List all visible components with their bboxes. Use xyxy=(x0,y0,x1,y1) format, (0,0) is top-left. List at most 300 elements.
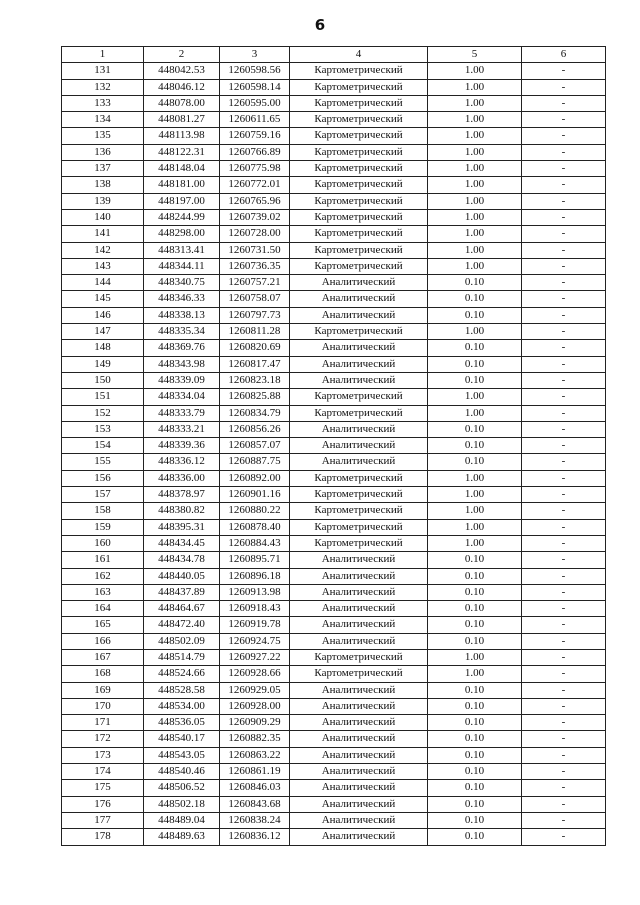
header-cell-2: 2 xyxy=(144,47,220,63)
method-cell: Картометрический xyxy=(290,209,428,225)
note-cell: - xyxy=(522,95,606,111)
method-cell: Аналитический xyxy=(290,275,428,291)
accuracy-cell: 1.00 xyxy=(428,535,522,551)
table-row xyxy=(62,519,606,535)
point-number-cell: 136 xyxy=(62,144,144,160)
point-number-cell: 174 xyxy=(62,764,144,780)
accuracy-cell: 1.00 xyxy=(428,161,522,177)
accuracy-cell: 1.00 xyxy=(428,226,522,242)
note-cell: - xyxy=(522,340,606,356)
table-row xyxy=(62,275,606,291)
method-cell: Аналитический xyxy=(290,584,428,600)
accuracy-cell: 0.10 xyxy=(428,764,522,780)
note-cell: - xyxy=(522,633,606,649)
point-number-cell: 173 xyxy=(62,747,144,763)
note-cell: - xyxy=(522,601,606,617)
x-coordinate-cell: 448081.27 xyxy=(144,112,220,128)
accuracy-cell: 1.00 xyxy=(428,112,522,128)
method-cell: Картометрический xyxy=(290,470,428,486)
y-coordinate-cell: 1260611.65 xyxy=(220,112,290,128)
x-coordinate-cell: 448298.00 xyxy=(144,226,220,242)
y-coordinate-cell: 1260836.12 xyxy=(220,829,290,845)
point-number-cell: 178 xyxy=(62,829,144,845)
table-row xyxy=(62,487,606,503)
y-coordinate-cell: 1260843.68 xyxy=(220,796,290,812)
accuracy-cell: 0.10 xyxy=(428,698,522,714)
method-cell: Картометрический xyxy=(290,177,428,193)
y-coordinate-cell: 1260598.14 xyxy=(220,79,290,95)
accuracy-cell: 1.00 xyxy=(428,666,522,682)
method-cell: Картометрический xyxy=(290,503,428,519)
method-cell: Аналитический xyxy=(290,796,428,812)
table-row xyxy=(62,649,606,665)
note-cell: - xyxy=(522,666,606,682)
x-coordinate-cell: 448333.21 xyxy=(144,421,220,437)
method-cell: Аналитический xyxy=(290,682,428,698)
table-row xyxy=(62,193,606,209)
page-number: 6 xyxy=(314,16,326,34)
method-cell: Аналитический xyxy=(290,829,428,845)
header-cell-3: 3 xyxy=(220,47,290,63)
y-coordinate-cell: 1260728.00 xyxy=(220,226,290,242)
accuracy-cell: 0.10 xyxy=(428,780,522,796)
y-coordinate-cell: 1260731.50 xyxy=(220,242,290,258)
table-row xyxy=(62,796,606,812)
note-cell: - xyxy=(522,649,606,665)
x-coordinate-cell: 448524.66 xyxy=(144,666,220,682)
method-cell: Картометрический xyxy=(290,649,428,665)
point-number-cell: 145 xyxy=(62,291,144,307)
x-coordinate-cell: 448344.11 xyxy=(144,258,220,274)
x-coordinate-cell: 448148.04 xyxy=(144,161,220,177)
x-coordinate-cell: 448336.00 xyxy=(144,470,220,486)
x-coordinate-cell: 448514.79 xyxy=(144,649,220,665)
table-row xyxy=(62,356,606,372)
accuracy-cell: 0.10 xyxy=(428,601,522,617)
method-cell: Картометрический xyxy=(290,519,428,535)
accuracy-cell: 0.10 xyxy=(428,438,522,454)
point-number-cell: 161 xyxy=(62,552,144,568)
x-coordinate-cell: 448334.04 xyxy=(144,389,220,405)
table-header xyxy=(62,47,606,63)
method-cell: Аналитический xyxy=(290,552,428,568)
x-coordinate-cell: 448540.17 xyxy=(144,731,220,747)
method-cell: Картометрический xyxy=(290,487,428,503)
method-cell: Аналитический xyxy=(290,698,428,714)
table-row xyxy=(62,226,606,242)
y-coordinate-cell: 1260757.21 xyxy=(220,275,290,291)
x-coordinate-cell: 448489.63 xyxy=(144,829,220,845)
table-row xyxy=(62,421,606,437)
method-cell: Аналитический xyxy=(290,568,428,584)
point-number-cell: 158 xyxy=(62,503,144,519)
point-number-cell: 159 xyxy=(62,519,144,535)
note-cell: - xyxy=(522,454,606,470)
point-number-cell: 139 xyxy=(62,193,144,209)
note-cell: - xyxy=(522,503,606,519)
point-number-cell: 132 xyxy=(62,79,144,95)
y-coordinate-cell: 1260861.19 xyxy=(220,764,290,780)
note-cell: - xyxy=(522,193,606,209)
table-row xyxy=(62,535,606,551)
table-row xyxy=(62,470,606,486)
y-coordinate-cell: 1260919.78 xyxy=(220,617,290,633)
y-coordinate-cell: 1260765.96 xyxy=(220,193,290,209)
x-coordinate-cell: 448339.09 xyxy=(144,372,220,388)
table-row xyxy=(62,682,606,698)
x-coordinate-cell: 448506.52 xyxy=(144,780,220,796)
method-cell: Аналитический xyxy=(290,747,428,763)
y-coordinate-cell: 1260797.73 xyxy=(220,307,290,323)
point-number-cell: 134 xyxy=(62,112,144,128)
y-coordinate-cell: 1260817.47 xyxy=(220,356,290,372)
table-row xyxy=(62,128,606,144)
y-coordinate-cell: 1260896.18 xyxy=(220,568,290,584)
note-cell: - xyxy=(522,552,606,568)
point-number-cell: 144 xyxy=(62,275,144,291)
point-number-cell: 138 xyxy=(62,177,144,193)
accuracy-cell: 0.10 xyxy=(428,454,522,470)
table-row xyxy=(62,177,606,193)
accuracy-cell: 0.10 xyxy=(428,747,522,763)
method-cell: Аналитический xyxy=(290,438,428,454)
method-cell: Картометрический xyxy=(290,112,428,128)
method-cell: Картометрический xyxy=(290,161,428,177)
y-coordinate-cell: 1260766.89 xyxy=(220,144,290,160)
note-cell: - xyxy=(522,535,606,551)
x-coordinate-cell: 448340.75 xyxy=(144,275,220,291)
y-coordinate-cell: 1260880.22 xyxy=(220,503,290,519)
note-cell: - xyxy=(522,829,606,845)
accuracy-cell: 1.00 xyxy=(428,405,522,421)
y-coordinate-cell: 1260811.28 xyxy=(220,324,290,340)
x-coordinate-cell: 448395.31 xyxy=(144,519,220,535)
table-row xyxy=(62,552,606,568)
table-row xyxy=(62,291,606,307)
point-number-cell: 143 xyxy=(62,258,144,274)
x-coordinate-cell: 448339.36 xyxy=(144,438,220,454)
point-number-cell: 131 xyxy=(62,63,144,79)
accuracy-cell: 1.00 xyxy=(428,128,522,144)
y-coordinate-cell: 1260913.98 xyxy=(220,584,290,600)
accuracy-cell: 0.10 xyxy=(428,275,522,291)
note-cell: - xyxy=(522,144,606,160)
note-cell: - xyxy=(522,780,606,796)
table-row xyxy=(62,747,606,763)
method-cell: Аналитический xyxy=(290,601,428,617)
x-coordinate-cell: 448489.04 xyxy=(144,812,220,828)
table-row xyxy=(62,617,606,633)
method-cell: Картометрический xyxy=(290,63,428,79)
x-coordinate-cell: 448536.05 xyxy=(144,715,220,731)
accuracy-cell: 0.10 xyxy=(428,584,522,600)
y-coordinate-cell: 1260758.07 xyxy=(220,291,290,307)
table-row xyxy=(62,161,606,177)
accuracy-cell: 0.10 xyxy=(428,307,522,323)
y-coordinate-cell: 1260882.35 xyxy=(220,731,290,747)
point-number-cell: 141 xyxy=(62,226,144,242)
table-row xyxy=(62,715,606,731)
accuracy-cell: 0.10 xyxy=(428,731,522,747)
method-cell: Картометрический xyxy=(290,324,428,340)
note-cell: - xyxy=(522,731,606,747)
point-number-cell: 164 xyxy=(62,601,144,617)
point-number-cell: 166 xyxy=(62,633,144,649)
method-cell: Картометрический xyxy=(290,258,428,274)
accuracy-cell: 1.00 xyxy=(428,519,522,535)
header-row xyxy=(62,47,606,63)
y-coordinate-cell: 1260759.16 xyxy=(220,128,290,144)
y-coordinate-cell: 1260909.29 xyxy=(220,715,290,731)
note-cell: - xyxy=(522,796,606,812)
point-number-cell: 149 xyxy=(62,356,144,372)
note-cell: - xyxy=(522,470,606,486)
note-cell: - xyxy=(522,356,606,372)
accuracy-cell: 1.00 xyxy=(428,389,522,405)
x-coordinate-cell: 448437.89 xyxy=(144,584,220,600)
note-cell: - xyxy=(522,112,606,128)
point-number-cell: 175 xyxy=(62,780,144,796)
table-row xyxy=(62,454,606,470)
x-coordinate-cell: 448338.13 xyxy=(144,307,220,323)
point-number-cell: 153 xyxy=(62,421,144,437)
accuracy-cell: 0.10 xyxy=(428,372,522,388)
table-row xyxy=(62,209,606,225)
point-number-cell: 147 xyxy=(62,324,144,340)
note-cell: - xyxy=(522,209,606,225)
accuracy-cell: 0.10 xyxy=(428,617,522,633)
accuracy-cell: 0.10 xyxy=(428,356,522,372)
header-cell-1: 1 xyxy=(62,47,144,63)
y-coordinate-cell: 1260825.88 xyxy=(220,389,290,405)
accuracy-cell: 0.10 xyxy=(428,812,522,828)
x-coordinate-cell: 448434.78 xyxy=(144,552,220,568)
point-number-cell: 155 xyxy=(62,454,144,470)
x-coordinate-cell: 448333.79 xyxy=(144,405,220,421)
point-number-cell: 150 xyxy=(62,372,144,388)
x-coordinate-cell: 448313.41 xyxy=(144,242,220,258)
table-row xyxy=(62,324,606,340)
x-coordinate-cell: 448378.97 xyxy=(144,487,220,503)
note-cell: - xyxy=(522,389,606,405)
accuracy-cell: 0.10 xyxy=(428,715,522,731)
point-number-cell: 172 xyxy=(62,731,144,747)
x-coordinate-cell: 448440.05 xyxy=(144,568,220,584)
method-cell: Аналитический xyxy=(290,617,428,633)
point-number-cell: 146 xyxy=(62,307,144,323)
y-coordinate-cell: 1260895.71 xyxy=(220,552,290,568)
y-coordinate-cell: 1260918.43 xyxy=(220,601,290,617)
point-number-cell: 140 xyxy=(62,209,144,225)
y-coordinate-cell: 1260928.66 xyxy=(220,666,290,682)
table-row xyxy=(62,764,606,780)
point-number-cell: 156 xyxy=(62,470,144,486)
accuracy-cell: 0.10 xyxy=(428,568,522,584)
method-cell: Аналитический xyxy=(290,812,428,828)
note-cell: - xyxy=(522,438,606,454)
table-row xyxy=(62,503,606,519)
y-coordinate-cell: 1260884.43 xyxy=(220,535,290,551)
method-cell: Аналитический xyxy=(290,454,428,470)
accuracy-cell: 0.10 xyxy=(428,340,522,356)
accuracy-cell: 0.10 xyxy=(428,633,522,649)
table-row xyxy=(62,666,606,682)
x-coordinate-cell: 448534.00 xyxy=(144,698,220,714)
x-coordinate-cell: 448369.76 xyxy=(144,340,220,356)
x-coordinate-cell: 448042.53 xyxy=(144,63,220,79)
y-coordinate-cell: 1260878.40 xyxy=(220,519,290,535)
point-number-cell: 169 xyxy=(62,682,144,698)
coordinates-table xyxy=(61,46,606,846)
x-coordinate-cell: 448343.98 xyxy=(144,356,220,372)
table-row xyxy=(62,112,606,128)
x-coordinate-cell: 448464.67 xyxy=(144,601,220,617)
method-cell: Картометрический xyxy=(290,79,428,95)
x-coordinate-cell: 448502.18 xyxy=(144,796,220,812)
note-cell: - xyxy=(522,421,606,437)
point-number-cell: 160 xyxy=(62,535,144,551)
method-cell: Аналитический xyxy=(290,764,428,780)
accuracy-cell: 1.00 xyxy=(428,63,522,79)
y-coordinate-cell: 1260924.75 xyxy=(220,633,290,649)
accuracy-cell: 1.00 xyxy=(428,177,522,193)
table-row xyxy=(62,829,606,845)
y-coordinate-cell: 1260929.05 xyxy=(220,682,290,698)
y-coordinate-cell: 1260820.69 xyxy=(220,340,290,356)
method-cell: Аналитический xyxy=(290,340,428,356)
x-coordinate-cell: 448181.00 xyxy=(144,177,220,193)
note-cell: - xyxy=(522,682,606,698)
point-number-cell: 163 xyxy=(62,584,144,600)
accuracy-cell: 0.10 xyxy=(428,682,522,698)
table-row xyxy=(62,372,606,388)
point-number-cell: 154 xyxy=(62,438,144,454)
point-number-cell: 142 xyxy=(62,242,144,258)
y-coordinate-cell: 1260928.00 xyxy=(220,698,290,714)
accuracy-cell: 0.10 xyxy=(428,796,522,812)
x-coordinate-cell: 448244.99 xyxy=(144,209,220,225)
point-number-cell: 167 xyxy=(62,649,144,665)
table-row xyxy=(62,63,606,79)
table-row xyxy=(62,731,606,747)
table-row xyxy=(62,780,606,796)
table-row xyxy=(62,812,606,828)
table-row xyxy=(62,698,606,714)
note-cell: - xyxy=(522,79,606,95)
x-coordinate-cell: 448540.46 xyxy=(144,764,220,780)
note-cell: - xyxy=(522,161,606,177)
x-coordinate-cell: 448543.05 xyxy=(144,747,220,763)
x-coordinate-cell: 448336.12 xyxy=(144,454,220,470)
accuracy-cell: 1.00 xyxy=(428,144,522,160)
y-coordinate-cell: 1260901.16 xyxy=(220,487,290,503)
accuracy-cell: 1.00 xyxy=(428,79,522,95)
method-cell: Картометрический xyxy=(290,405,428,421)
table-row xyxy=(62,633,606,649)
table-row xyxy=(62,258,606,274)
accuracy-cell: 1.00 xyxy=(428,503,522,519)
accuracy-cell: 1.00 xyxy=(428,324,522,340)
note-cell: - xyxy=(522,487,606,503)
point-number-cell: 133 xyxy=(62,95,144,111)
header-cell-5: 5 xyxy=(428,47,522,63)
point-number-cell: 151 xyxy=(62,389,144,405)
point-number-cell: 170 xyxy=(62,698,144,714)
method-cell: Аналитический xyxy=(290,356,428,372)
y-coordinate-cell: 1260856.26 xyxy=(220,421,290,437)
point-number-cell: 135 xyxy=(62,128,144,144)
note-cell: - xyxy=(522,715,606,731)
method-cell: Аналитический xyxy=(290,731,428,747)
x-coordinate-cell: 448122.31 xyxy=(144,144,220,160)
accuracy-cell: 0.10 xyxy=(428,829,522,845)
point-number-cell: 157 xyxy=(62,487,144,503)
note-cell: - xyxy=(522,63,606,79)
table-row xyxy=(62,584,606,600)
accuracy-cell: 1.00 xyxy=(428,258,522,274)
method-cell: Картометрический xyxy=(290,128,428,144)
header-cell-4: 4 xyxy=(290,47,428,63)
note-cell: - xyxy=(522,747,606,763)
table-row xyxy=(62,405,606,421)
accuracy-cell: 1.00 xyxy=(428,95,522,111)
note-cell: - xyxy=(522,128,606,144)
y-coordinate-cell: 1260834.79 xyxy=(220,405,290,421)
method-cell: Картометрический xyxy=(290,242,428,258)
point-number-cell: 152 xyxy=(62,405,144,421)
y-coordinate-cell: 1260846.03 xyxy=(220,780,290,796)
note-cell: - xyxy=(522,698,606,714)
x-coordinate-cell: 448434.45 xyxy=(144,535,220,551)
table-row xyxy=(62,568,606,584)
method-cell: Картометрический xyxy=(290,144,428,160)
method-cell: Аналитический xyxy=(290,780,428,796)
note-cell: - xyxy=(522,372,606,388)
table-row xyxy=(62,340,606,356)
y-coordinate-cell: 1260892.00 xyxy=(220,470,290,486)
method-cell: Картометрический xyxy=(290,95,428,111)
accuracy-cell: 1.00 xyxy=(428,649,522,665)
table-row xyxy=(62,79,606,95)
method-cell: Аналитический xyxy=(290,633,428,649)
method-cell: Аналитический xyxy=(290,372,428,388)
note-cell: - xyxy=(522,226,606,242)
y-coordinate-cell: 1260598.56 xyxy=(220,63,290,79)
method-cell: Аналитический xyxy=(290,291,428,307)
method-cell: Картометрический xyxy=(290,389,428,405)
y-coordinate-cell: 1260838.24 xyxy=(220,812,290,828)
point-number-cell: 168 xyxy=(62,666,144,682)
note-cell: - xyxy=(522,584,606,600)
table-row xyxy=(62,438,606,454)
method-cell: Аналитический xyxy=(290,307,428,323)
y-coordinate-cell: 1260887.75 xyxy=(220,454,290,470)
y-coordinate-cell: 1260736.35 xyxy=(220,258,290,274)
note-cell: - xyxy=(522,568,606,584)
x-coordinate-cell: 448380.82 xyxy=(144,503,220,519)
x-coordinate-cell: 448472.40 xyxy=(144,617,220,633)
y-coordinate-cell: 1260739.02 xyxy=(220,209,290,225)
table-row xyxy=(62,307,606,323)
y-coordinate-cell: 1260772.01 xyxy=(220,177,290,193)
point-number-cell: 176 xyxy=(62,796,144,812)
table-row xyxy=(62,389,606,405)
y-coordinate-cell: 1260595.00 xyxy=(220,95,290,111)
accuracy-cell: 1.00 xyxy=(428,242,522,258)
x-coordinate-cell: 448502.09 xyxy=(144,633,220,649)
note-cell: - xyxy=(522,617,606,633)
x-coordinate-cell: 448528.58 xyxy=(144,682,220,698)
